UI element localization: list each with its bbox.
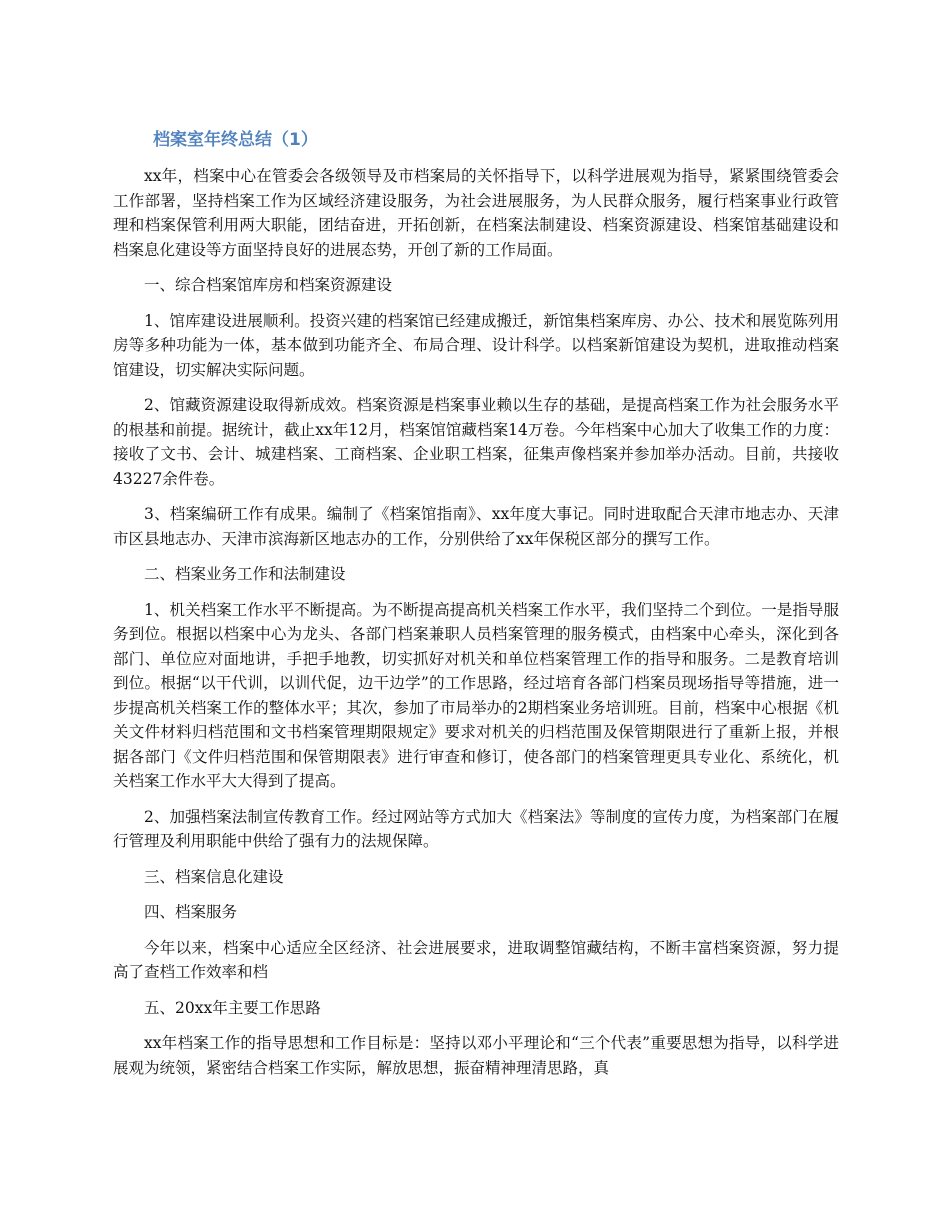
section2-paragraph-1: 1、机关档案工作水平不断提高。为不断提高提高机关档案工作水平，我们坚持二个到位。一是指导服务到位。根据以档案中心为龙头、各部门档案兼职人员档案管理的服务模式，由档案中心牵头，深化到各部门、单位应对面地讲，手把手地教，切实抓好对机关和单位档案管理工作的指导和服务。二是教育培训到位。根据“以干代训，以训代促，边干边学”的工作思路，经过培育各部门档案员现场指导等措施，进一步提高机关档案工作的整体水平；其次，参加了市局举办的2期档案业务培训班。目前，档案中心根据《机关文件材料归档范围和文书档案管理期限规定》要求对机关的归档范围及保管期限进行了重新上报，并根据各部门《文件归档范围和保管期限表》进行审查和修订，使各部门的档案管理更具专业化、系统化，机关档案工作水平大大得到了提高。 bbox=[113, 600, 839, 790]
section-heading-2: 二、档案业务工作和法制建设 bbox=[144, 565, 346, 583]
section-heading-5: 五、20xx年主要工作思路 bbox=[144, 998, 321, 1017]
section1-paragraph-2: 2、馆藏资源建设取得新成效。档案资源是档案事业赖以生存的基础，是提高档案工作为社会服务水平的根基和前提。据统计，截止xx年12月，档案馆馆藏档案14万卷。今年档案中心加大了收集工作的力度：接收了文书、会计、城建档案、工商档案、企业职工档案，征集声像档案并参加举办活动。目前，共接收43227余件卷。 bbox=[113, 396, 839, 488]
section-heading-4: 四、档案服务 bbox=[144, 903, 238, 921]
section4-paragraph-1: 今年以来，档案中心适应全区经济、社会进展要求，进取调整馆藏结构，不断丰富档案资源，努力提高了查档工作效率和档 bbox=[113, 938, 839, 981]
section-heading-1: 一、综合档案馆库房和档案资源建设 bbox=[144, 276, 393, 294]
section1-paragraph-3: 3、档案编研工作有成果。编制了《档案馆指南》、xx年度大事记。同时进取配合天津市地志办、天津市区县地志办、天津市滨海新区地志办的工作，分别供给了xx年保税区部分的撰写工作。 bbox=[113, 505, 839, 548]
section1-paragraph-1: 1、馆库建设进展顺利。投资兴建的档案馆已经建成搬迁，新馆集档案库房、办公、技术和展览陈列用房等多种功能为一体，基本做到功能齐全、布局合理、设计科学。以档案新馆建设为契机，进取推动档案馆建设，切实解决实际问题。 bbox=[113, 311, 839, 379]
document-page bbox=[113, 128, 839, 1091]
section5-paragraph-1: xx年档案工作的指导思想和工作目标是：坚持以邓小平理论和“三个代表”重要思想为指导，以科学进展观为统领，紧密结合档案工作实际，解放思想，振奋精神理清思路，真 bbox=[113, 1034, 839, 1077]
section-heading-3: 三、档案信息化建设 bbox=[144, 867, 284, 886]
document-title: 档案室年终总结（1） bbox=[153, 130, 318, 150]
section2-paragraph-2: 2、加强档案法制宣传教育工作。经过网站等方式加大《档案法》等制度的宣传力度，为档案部门在履行管理及利用职能中供给了强有力的法规保障。 bbox=[113, 807, 839, 850]
intro-paragraph: xx年，档案中心在管委会各级领导及市档案局的关怀指导下，以科学进展观为指导，紧紧围绕管委会工作部署，坚持档案工作为区域经济建设服务，为社会进展服务，为人民群众服务，履行档案事业行政管理和档案保管利用两大职能，团结奋进，开拓创新，在档案法制建设、档案资源建设、档案馆基础建设和档案息化建设等方面坚持良好的进展态势，开创了新的工作局面。 bbox=[113, 167, 839, 259]
